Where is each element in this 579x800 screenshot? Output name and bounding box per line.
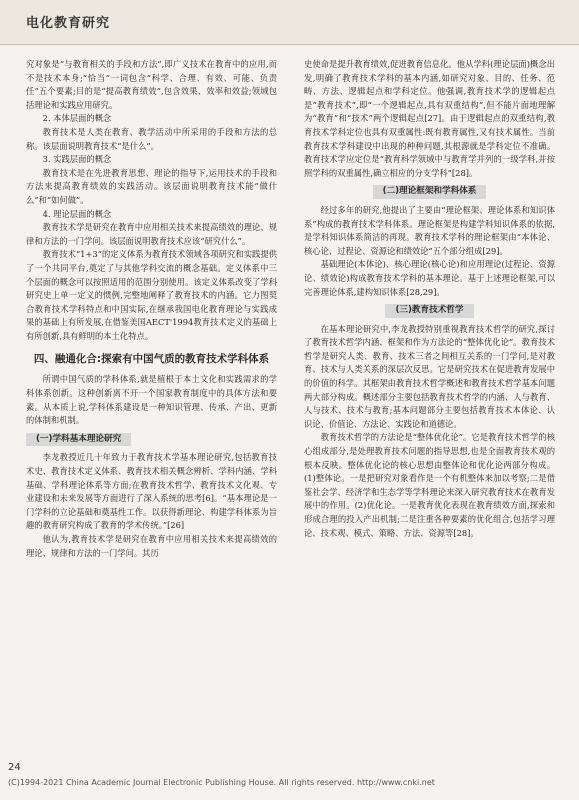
- paragraph: 所谓中国气质的学科体系,就是植根于本土文化和实践需求的学科体系创新。这种创新离不开一个国家教育制度中的具体方法和要素。从本质上说,学科体系建设是一种知识管理、传承、产出、更新的体制和机制。: [26, 374, 277, 426]
- paragraph: 史使命是提升教育绩效,促进教育信息化。他从学科(理论层面)概念出发,明确了教育技术学科的基本内涵,如研究对象、目的、任务、范畴、方法、逻辑起点和学科定位。他强调,教育技术学的逻辑起点是“教育技术”,即“一个逻辑起点,具有双重结构”,但不能片面地理解为“教育”和“技术”两个逻辑起点[27]。由于逻辑起点的双重结构,教育技术学科定位也具有双重属性:既有教育属性,又有技术属性。当前教育技术学科建设中出现的种种问题,其根源就是学科定位不准确。教育技术学应定位是“教育科学领域中与教育学并列的一级学科,并按照学科的双重属性,确立相应的分支学科”[28]。: [304, 59, 555, 178]
- right-column: [304, 58, 555, 540]
- paragraph: 教育技术哲学的方法论是“整体优化论”。它是教育技术哲学的核心组成部分,是处理教育技术问题的指导思想,也是全面教育技术观的根本反映。整体优化论的核心思想由整体论和优化论两部分构成。(1)整体论。一是把研究对象看作是一个有机整体来加以考察;二是借鉴社会学、经济学和生态学等学科理论来深入研究教育技术在教育发展中的作用。(2)优化论。一是教育优化表现在教育绩效方面,探索和形成合理的投入产出机制;二是注重各种要素的优化组合,包括学习理论、技术观、模式、策略、方法、资源等[28]。: [304, 432, 555, 538]
- paragraph: 李龙教授近几十年致力于教育技术学基本理论研究,包括教育技术史、教育技术定义体系、教育技术相关概念辨析、学科内涵、学科基础、学科理论体系等方面;在教育技术哲学、教育技术文化观、专业建设和未来发展等方面进行了深入系统的思考[6]。“基本理论是一门学科的立论基础和奠基性工作。以获得新理论、构建学科体系为旨趣的教育研究构成了教育的学术传统。”[26]: [26, 452, 277, 531]
- section-heading: 四、融通化合:探索有中国气质的教育技术学科体系: [33, 353, 270, 366]
- subsection-heading: (一)学科基本理论研究: [26, 433, 131, 447]
- paragraph: 基础理论(本体论)、核心理论(核心论)和应用理论(过程论、资源论、绩效论)构成教育技术学科的基本理论。基于上述理论框架,可以完善理论体系,建构知识体系[28,29]。: [304, 259, 555, 297]
- paragraph: 经过多年的研究,他提出了主要由“理论框架、理论体系和知识体系”构成的教育技术学科体系。理论框架是构建学科知识体系的依据,是学科知识体系简洁的再现。教育技术学科的理论框架由“本体论、核心论、过程论、资源论和绩效论”五个部分组成[29]。: [304, 204, 555, 256]
- subheading: 4. 理论层面的概念: [42, 208, 112, 219]
- paragraph: 究对象是“与教育相关的手段和方法”,即广义技术在教育中的应用,而不是技术本身;“恰当”一词包含“科学、合理、有效、可能、负责任”五个要素;目的是“提高教育绩效”,包含效果、效率和效益;领域包括理论和实践应用研究。: [26, 59, 277, 110]
- subsection-heading: (二)理论框架和学科体系: [373, 185, 487, 199]
- paragraph: 教育技术是在先进教育思想、理论的指导下,运用技术的手段和方法来提高教育绩效的实践活动。该层面说明教育技术能“做什么”和“如何做”。: [26, 167, 277, 205]
- journal-title: 电化教育研究: [26, 16, 111, 31]
- paragraph: 教育技术是人类在教育、教学活动中所采用的手段和方法的总称。该层面说明教育技术“是什么”。: [26, 126, 277, 151]
- copyright-line: (C)1994-2021 China Academic Journal Electronic Publishing House. All rights reserved. http://www.cnki.net: [8, 778, 435, 787]
- paragraph: 在基本理论研究中,李龙教授特别重视教育技术哲学的研究,探讨了教育技术哲学内涵、框架和作为方法论的“整体优化论”。教育技术哲学是研究人类、教育、技术三者之间相互关系的一门学问,是对教育、技术与人类关系的深层次反思。它是研究技术在促进教育发展中的价值的科学。其框架由教育技术哲学概述和教育技术哲学基本问题两大部分构成。概述部分主要包括教育技术哲学的内涵、人与教育、人与技术、技术与教育;基本问题部分主要包括教育技术本体论、认识论、价值论、方法论、实践论和道德论。: [304, 323, 555, 429]
- paragraph: 他认为,教育技术学是研究在教育中应用相关技术来提高绩效的理论、规律和方法的一门学问。其历: [26, 534, 277, 558]
- page-number: 24: [8, 762, 21, 773]
- subheading: 2. 本体层面的概念: [42, 113, 112, 124]
- paragraph: 教育技术学是研究在教育中应用相关技术来提高绩效的理论、规律和方法的一门学问。该层面说明教育技术应该“研究什么”。: [26, 222, 277, 246]
- left-column: [26, 58, 277, 560]
- journal-header: [0, 0, 579, 45]
- subsection-heading: (三)教育技术哲学: [385, 304, 473, 318]
- subheading: 3. 实践层面的概念: [42, 154, 112, 165]
- paragraph: 教育技术“1+3”的定义体系为教育技术领域各项研究和实践提供了一个共同平台,奠定了与其他学科交流的概念基础。定义体系中三个层面的概念可以按照适用的范围分别使用。该定义体系改变了学科研究史上单一定义的惯例,完整地阐释了教育技术的内涵。它力图契合教育技术学科特点和中国实际,在继承我国电化教育理论与实践成果的基础上有所发展,在借鉴美国AECT'1994教育技术定义的基础上有所创新,具有鲜明的本土化特点。: [26, 249, 277, 341]
